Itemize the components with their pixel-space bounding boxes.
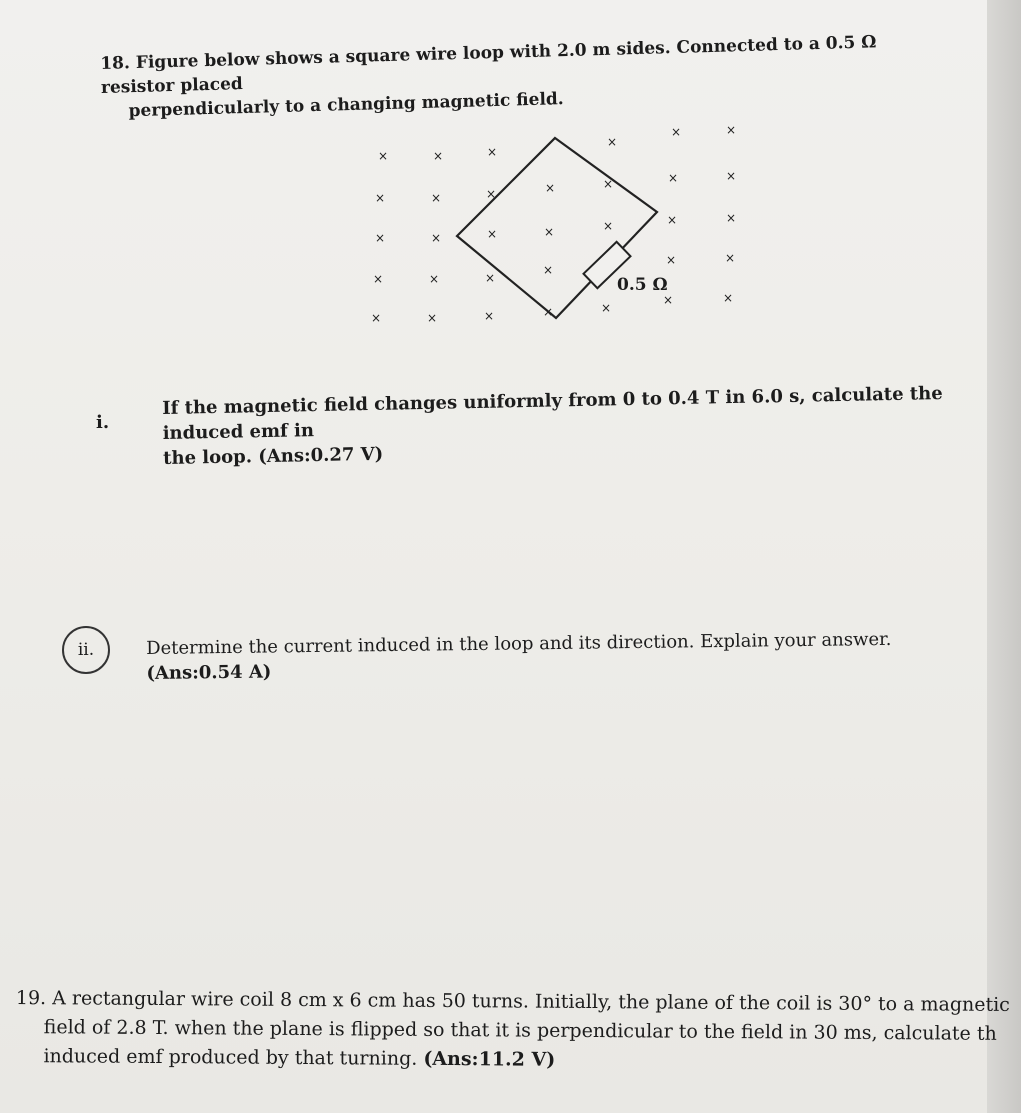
field-cross-mark: ×	[602, 219, 614, 233]
field-cross-mark: ×	[483, 309, 495, 323]
question-19-answer: (Ans:11.2 V)	[423, 1047, 556, 1071]
part-ii-text	[146, 626, 947, 686]
field-cross-mark: ×	[486, 227, 498, 241]
field-cross-mark: ×	[430, 191, 442, 205]
field-cross-mark: ×	[667, 171, 679, 185]
field-cross-mark: ×	[432, 149, 444, 163]
magnetic-field-crosses	[371, 123, 736, 325]
field-cross-mark: ×	[670, 125, 682, 139]
field-cross-mark: ×	[372, 272, 384, 286]
part-i-label: i.	[96, 412, 110, 433]
field-cross-mark: ×	[428, 272, 440, 286]
field-cross-mark: ×	[374, 231, 386, 245]
field-cross-mark: ×	[725, 123, 737, 137]
field-cross-mark: ×	[486, 145, 498, 159]
resistor-label: 0.5 Ω	[617, 275, 668, 295]
field-cross-mark: ×	[542, 305, 554, 319]
field-cross-mark: ×	[374, 191, 386, 205]
field-cross-mark: ×	[426, 311, 438, 325]
field-cross-mark: ×	[724, 251, 736, 265]
field-cross-mark: ×	[484, 271, 496, 285]
question-18-line2: perpendicularly to a changing magnetic field.	[128, 89, 564, 122]
field-cross-mark: ×	[725, 211, 737, 225]
field-cross-mark: ×	[666, 213, 678, 227]
part-ii-line1: Determine the current induced in the loop and its direction. Explain your answer.	[146, 628, 892, 659]
field-cross-mark: ×	[602, 177, 614, 191]
question-19	[15, 984, 1016, 1078]
question-18-line1: Figure below shows a square wire loop with 2.0 m sides. Connected to a 0.5 Ω resistor placed	[100, 32, 877, 98]
field-cross-mark: ×	[543, 225, 555, 239]
field-cross-mark: ×	[725, 169, 737, 183]
part-ii-answer: (Ans:0.54 A)	[146, 661, 272, 684]
field-cross-mark: ×	[665, 253, 677, 267]
field-cross-mark: ×	[722, 291, 734, 305]
part-ii-label: ii.	[62, 626, 110, 674]
field-cross-mark: ×	[485, 187, 497, 201]
question-19-line2: field of 2.8 T. when the plane is flipped so that it is perpendicular to the field in 30 ms, calculate th	[43, 1016, 997, 1045]
field-cross-mark: ×	[600, 301, 612, 315]
question-18-number: 18.	[100, 53, 131, 74]
part-i-line2: the loop. (Ans:0.27 V)	[162, 443, 384, 469]
field-cross-mark: ×	[542, 263, 554, 277]
part-i-line1: If the magnetic field changes uniformly from 0 to 0.4 T in 6.0 s, calculate the induced emf in	[162, 383, 943, 444]
question-19-line1: 19. A rectangular wire coil 8 cm x 6 cm has 50 turns. Initially, the plane of the coil is 30° to a magnetic	[15, 986, 1010, 1016]
field-cross-mark: ×	[662, 293, 674, 307]
field-cross-mark: ×	[544, 181, 556, 195]
field-cross-mark: ×	[370, 311, 382, 325]
field-cross-mark: ×	[430, 231, 442, 245]
field-cross-mark: ×	[606, 135, 618, 149]
question-19-line3-text: induced emf produced by that turning.	[43, 1045, 424, 1070]
field-cross-mark: ×	[377, 149, 389, 163]
